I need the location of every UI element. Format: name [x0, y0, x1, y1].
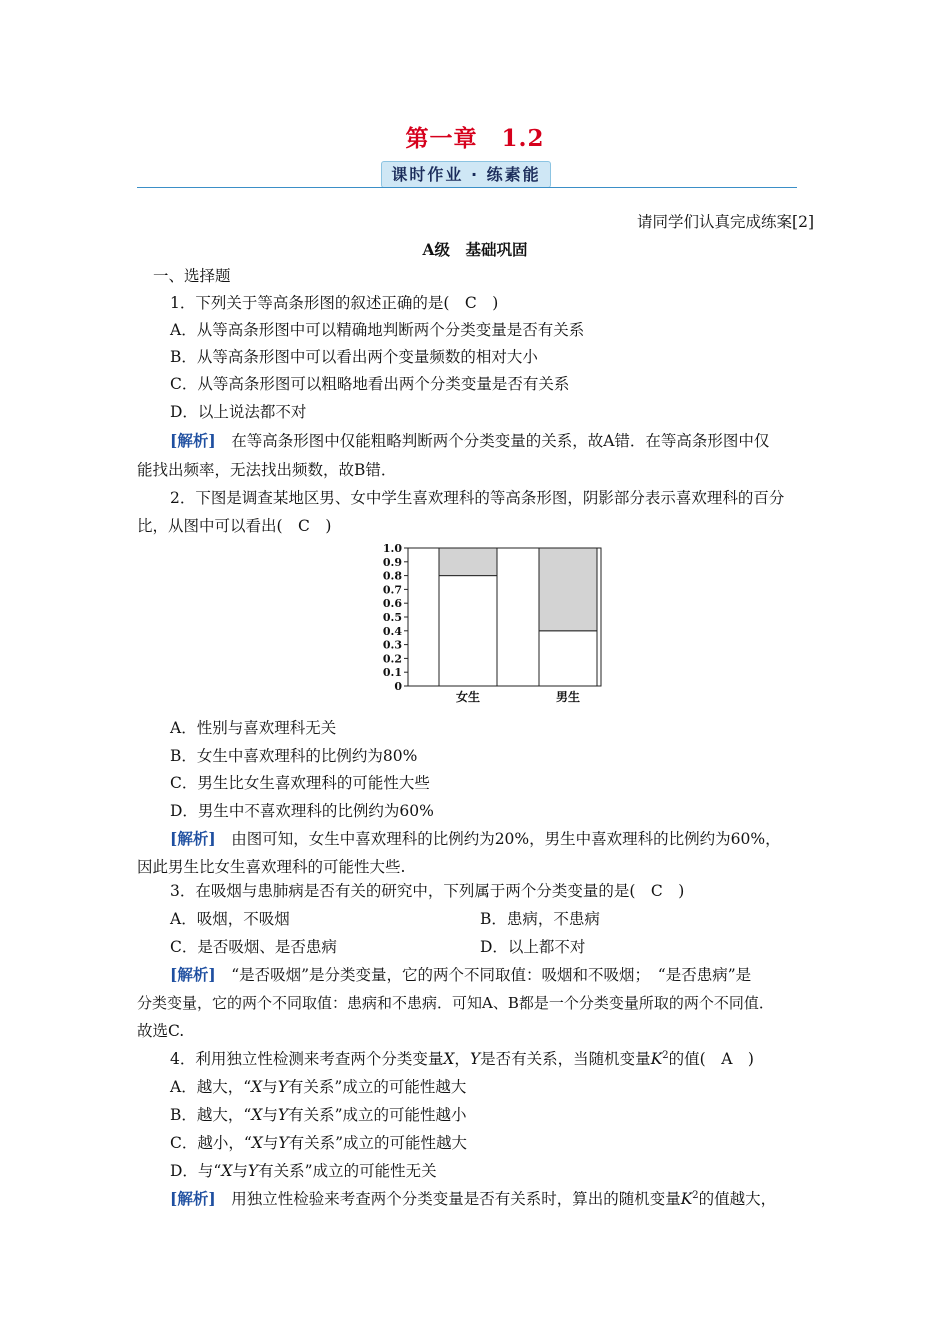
bar-like-0 [439, 548, 497, 576]
option-text: 与 [232, 1162, 248, 1180]
var-y: Y [277, 1106, 289, 1124]
option-text: 有关系”成立的可能性越大 [287, 1078, 467, 1096]
question-2-option-d: D．男生中不喜欢理科的比例约为60% [170, 802, 434, 820]
option-text: 有关系”成立的可能性越大 [288, 1134, 468, 1152]
y-tick-label: 0.5 [382, 611, 402, 624]
question-1-analysis-line1 [170, 431, 769, 451]
question-1-stem: 1．下列关于等高条形图的叙述正确的是( C ) [170, 294, 499, 312]
analysis-tag: [解析] [170, 431, 216, 450]
option-text: 与 [262, 1106, 278, 1124]
x-category-label: 女生 [455, 690, 481, 704]
question-3-analysis-line3: 故选C. [137, 1022, 185, 1040]
question-1-option-a: A．从等高条形图中可以精确地判断两个分类变量是否有关系 [170, 321, 585, 339]
question-4-option-d [170, 1161, 437, 1181]
question-2-option-a: A．性别与喜欢理科无关 [170, 719, 337, 737]
question-3-option-b: B．患病，不患病 [480, 910, 600, 928]
y-tick-label: 1.0 [382, 542, 402, 555]
question-4-stem [170, 1049, 754, 1069]
option-text: C．越小，“ [170, 1134, 252, 1152]
question-4-option-a [170, 1077, 466, 1097]
question-1-option-d: D．以上说法都不对 [170, 403, 307, 421]
question-3-analysis-line1 [170, 965, 751, 985]
var-y: Y [278, 1134, 289, 1152]
analysis-tag: [解析] [170, 965, 216, 984]
stem-text: 的值( A ) [668, 1050, 754, 1068]
question-2-analysis-line2: 因此男生比女生喜欢理科的可能性大些. [137, 858, 406, 876]
y-tick-label: 0 [394, 680, 402, 693]
question-1-option-c: C．从等高条形图可以粗略地看出两个分类变量是否有关系 [170, 375, 570, 393]
stem-text: 4．利用独立性检测来考查两个分类变量 [170, 1050, 444, 1068]
analysis-tag: [解析] [170, 829, 216, 848]
var-k: K [680, 1190, 693, 1208]
page-title: 第一章 1.2 [405, 125, 545, 152]
y-tick-label: 0.1 [382, 666, 402, 680]
bar-like-1 [539, 548, 597, 631]
question-4-option-b [170, 1105, 467, 1125]
analysis-text: 用独立性检验来考查两个分类变量是否有关系时，算出的随机变量 [231, 1190, 681, 1208]
option-text: 有关系”成立的可能性越小 [288, 1106, 467, 1124]
question-3-analysis-line2: 分类变量，它的两个不同取值：患病和不患病．可知A、B都是一个分类变量所取的两个不同值． [137, 994, 774, 1012]
question-3-stem: 3．在吸烟与患肺病是否有关的研究中，下列属于两个分类变量的是( C ) [170, 882, 685, 900]
question-4-analysis-line1 [170, 1189, 776, 1209]
question-2-stem-line2: 比，从图中可以看出( C ) [137, 517, 332, 535]
analysis-text: 在等高条形图中仅能粗略判断两个分类变量的关系，故A错．在等高条形图中仅 [231, 432, 770, 450]
option-text: D．与“ [170, 1162, 222, 1180]
stacked-bar-chart [360, 540, 620, 710]
question-2-analysis-line1 [170, 829, 781, 849]
header-rule [137, 187, 797, 188]
y-tick-label: 0.6 [382, 597, 402, 611]
var-y: Y [277, 1078, 288, 1096]
x-category-label: 男生 [555, 690, 581, 704]
question-3-option-a: A．吸烟，不吸烟 [170, 910, 290, 928]
superscript-2: 2 [692, 1189, 699, 1201]
question-3-option-c: C．是否吸烟、是否患病 [170, 938, 337, 956]
var-x: X [251, 1078, 263, 1096]
var-x: X [251, 1106, 263, 1124]
var-x: X [443, 1050, 455, 1068]
option-text: A．越大，“ [170, 1078, 252, 1096]
option-text: 与 [262, 1134, 279, 1152]
question-2-option-b: B．女生中喜欢理科的比例约为80% [170, 747, 418, 765]
option-text: 有关系”成立的可能性无关 [258, 1162, 437, 1180]
y-tick-label: 0.7 [382, 583, 402, 597]
question-4-option-c [170, 1133, 467, 1153]
var-y: Y [247, 1162, 259, 1180]
bar-not-like-1 [539, 631, 597, 686]
y-tick-label: 0.9 [382, 555, 402, 569]
y-tick-label: 0.8 [382, 569, 402, 583]
var-x: X [221, 1162, 233, 1180]
y-tick-label: 0.3 [382, 638, 402, 652]
question-2-stem-line1: 2．下图是调查某地区男、女中学生喜欢理科的等高条形图，阴影部分表示喜欢理科的百分 [170, 489, 785, 507]
homework-note: 请同学们认真完成练案[2] [637, 213, 814, 231]
question-1-option-b: B．从等高条形图中可以看出两个变量频数的相对大小 [170, 348, 538, 366]
bar-not-like-0 [439, 576, 497, 686]
analysis-text: “是否吸烟”是分类变量，它的两个不同取值：吸烟和不吸烟； “是否患病”是 [231, 966, 752, 984]
level-heading: A级 基础巩固 [422, 240, 528, 259]
analysis-tag: [解析] [170, 1189, 216, 1208]
question-2-option-c: C．男生比女生喜欢理科的可能性大些 [170, 774, 430, 792]
stem-text: 是否有关系，当随机变量 [480, 1050, 651, 1068]
var-k: K [650, 1050, 663, 1068]
option-text: 与 [262, 1078, 278, 1096]
section-banner: 课时作业 · 练素能 [381, 161, 551, 188]
var-x: X [251, 1134, 263, 1152]
y-tick-label: 0.2 [382, 652, 402, 666]
analysis-text: 的值越大， [698, 1190, 777, 1208]
var-y: Y [469, 1050, 481, 1068]
question-1-analysis-line2: 能找出频率，无法找出频数，故B错． [137, 461, 397, 479]
option-text: B．越大，“ [170, 1106, 252, 1124]
analysis-text: 由图可知，女生中喜欢理科的比例约为20%，男生中喜欢理科的比例约为60%， [231, 830, 781, 848]
section-heading: 一、选择题 [153, 267, 231, 285]
question-3-option-d: D．以上都不对 [480, 938, 586, 956]
stem-sep: ， [454, 1050, 470, 1068]
superscript-2: 2 [662, 1049, 669, 1061]
y-tick-label: 0.4 [382, 624, 402, 638]
